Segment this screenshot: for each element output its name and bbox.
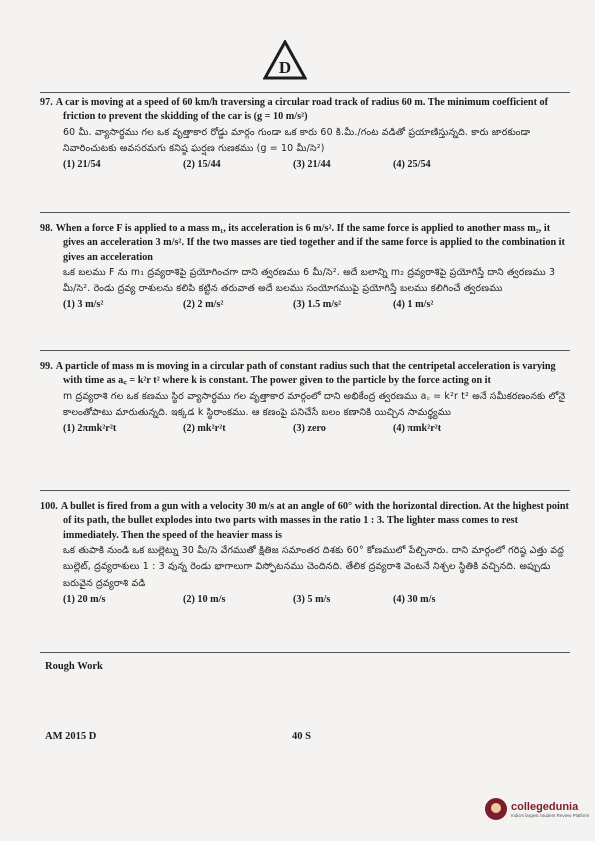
- question-text-te: 60 మీ. వ్యాసార్ధము గల ఒక వృత్తాకార రోడ్డు మార్గం గుండా ఒక కారు 60 కి.మీ./గంట వడితో ప్రయాణిస్తున్నది. కారు జారకుండా నివారించుటకు అవసరమగు కనిష్ఠ ఘర్షణ గుణకము (g = 10 మీ/సె²): [63, 126, 531, 155]
- option-3: (3) 21/44: [293, 158, 331, 170]
- option-3: (3) 1.5 m/s²: [293, 299, 342, 311]
- option-2: (2) 15/44: [183, 158, 221, 170]
- divider: [40, 652, 570, 653]
- question-text-en: When a force F is applied to a mass m₁, its acceleration is 6 m/s². If the same force is applied to another mass m₂, it gives an acceleration 3 m/s². If the two masses are tied together and if the same force is applied to the combination it gives an acceleration: [55, 223, 565, 263]
- question-text-en: A particle of mass m is moving in a circular path of constant radius such that the centripetal acceleration is varying with time as a꜀ = k²r t² where k is constant. The power given to the particle by the force acting on it: [55, 361, 556, 387]
- option-2: (2) 10 m/s: [183, 593, 226, 605]
- paper-code: AM 2015 D: [45, 731, 97, 742]
- divider: [40, 490, 570, 491]
- question-text-te: m ద్రవ్యరాశి గల ఒక కణము స్థిర వ్యాసార్ధము గల వృత్తాకార మార్గంలో దాని అభికేంద్ర త్వరణము a꜀ = k²r t² అనే సమీకరణంనకు లోనై కాలంతోపాటు మారుతున్నది. ఇక్కడ k స్థిరాంకము. ఆ కణంపై పనిచేసే బలం కణానికి యిచ్చిన సామర్థ్యము: [63, 390, 566, 419]
- question-text-en: A car is moving at a speed of 60 km/h traversing a circular road track of radius 60 m. The minimum coefficient of friction to prevent the skidding of the car is (g = 10 m/s²): [55, 97, 549, 123]
- option-2: (2) 2 m/s²: [183, 299, 224, 311]
- option-2: (2) mk²r²t: [183, 422, 226, 434]
- question-98: 98. When a force F is applied to a mass m₁, its acceleration is 6 m/s². If the same force is applied to another mass m₂, it gives an acceleration 3 m/s². If the two masses are tied together and if the same force is applied to the combination it gives an acceleration ఒక బలము F ను m₁ ద్రవ్యరాశిపై ప్రయోగించగా దాని త్వరణము 6 మీ/సె². అదే బలాన్ని m₂ ద్రవ్యరాశిపై ప్రయోగిస్తే దాని త్వరణము 3 మీ/సె². రెండు ద్రవ్య రాశులను కలిపి కట్టిన తరువాత అదే బలము సంయోగముపై ప్రయోగిస్తే బలము కలిగించే త్వరణము (1) 3 m/s² (2) 2 m/s² (3) 1.5 m/s² (4) 1 m/s²: [40, 222, 570, 312]
- option-4: (4) 1 m/s²: [393, 299, 434, 311]
- option-1: (1) 3 m/s²: [63, 299, 104, 311]
- option-3: (3) 5 m/s: [293, 593, 331, 605]
- divider: [40, 350, 570, 351]
- option-1: (1) 20 m/s: [63, 593, 106, 605]
- option-4: (4) πmk²r²t: [393, 422, 442, 434]
- brand-logo-icon: [485, 798, 507, 820]
- options: [40, 298, 570, 312]
- question-97: 97. A car is moving at a speed of 60 km/h traversing a circular road track of radius 60 m. The minimum coefficient of friction to prevent the skidding of the car is (g = 10 m/s²) 60 మీ. వ్యాసార్ధము గల ఒక వృత్తాకార రోడ్డు మార్గం గుండా ఒక కారు 60 కి.మీ./గంట వడితో ప్రయాణిస్తున్నది. కారు జారకుండా నివారించుటకు అవసరమగు కనిష్ఠ ఘర్షణ గుణకము (g = 10 మీ/సె²) (1) 21/54 (2) 15/44 (3) 21/44 (4) 25/54: [40, 96, 570, 172]
- brand-name: collegedunia: [511, 800, 579, 813]
- question-text-en: A bullet is fired from a gun with a velocity 30 m/s at an angle of 60° with the horizontal direction. At the highest point of its path, the bullet explodes into two parts with masses in the ratio 1 : 3. The lighter mass comes to rest immediately. Then the speed of the heavier mass is: [60, 501, 569, 541]
- options: [40, 422, 570, 436]
- option-1: (1) 2πmk²r²t: [63, 422, 117, 434]
- option-4: (4) 30 m/s: [393, 593, 436, 605]
- rough-work-heading: Rough Work: [45, 661, 103, 672]
- option-1: (1) 21/54: [63, 158, 101, 170]
- set-badge-triangle-icon: [263, 40, 307, 80]
- options: [40, 158, 570, 172]
- options: [40, 593, 570, 607]
- set-letter: D: [278, 58, 292, 77]
- divider: [40, 212, 570, 213]
- page-number: 40 S: [292, 731, 311, 742]
- question-text-te: ఒక బలము F ను m₁ ద్రవ్యరాశిపై ప్రయోగించగా దాని త్వరణము 6 మీ/సె². అదే బలాన్ని m₂ ద్రవ్యరాశిపై ప్రయోగిస్తే దాని త్వరణము 3 మీ/సె². రెండు ద్రవ్య రాశులను కలిపి కట్టిన తరువాత అదే బలము సంయోగముపై ప్రయోగిస్తే బలము కలిగించే త్వరణము: [63, 266, 556, 295]
- question-100: 100. A bullet is fired from a gun with a velocity 30 m/s at an angle of 60° with the horizontal direction. At the highest point of its path, the bullet explodes into two parts with masses in the ratio 1 : 3. The lighter mass comes to rest immediately. Then the speed of the heavier mass is ఒక తుపాకి నుండి ఒక బుల్లెట్ను 30 మీ/సె వేగముతో క్షితిజ సమాంతర దిశకు 60° కోణములో పేల్చినారు. దాని మార్గంలో గరిష్ఠ ఎత్తు వద్ద బుల్లెట్, ద్రవ్యరాశులు 1 : 3 వున్న రెండు భాగాలుగా విస్ఫోటనము చెందినది. తేలిక ద్రవ్యరాశి వెంటనే నిశ్చల స్థితికి వచ్చినది. అప్పుడు బరువైన ద్రవ్యరాశి వడి (1) 20 m/s (2) 10 m/s (3) 5 m/s (4) 30 m/s: [40, 500, 570, 607]
- question-99: 99. A particle of mass m is moving in a circular path of constant radius such that the centripetal acceleration is varying with time as a꜀ = k²r t² where k is constant. The power given to the particle by the force acting on it m ద్రవ్యరాశి గల ఒక కణము స్థిర వ్యాసార్ధము గల వృత్తాకార మార్గంలో దాని అభికేంద్ర త్వరణము a꜀ = k²r t² అనే సమీకరణంనకు లోనై కాలంతోపాటు మారుతున్నది. ఇక్కడ k స్థిరాంకము. ఆ కణంపై పనిచేసే బలం కణానికి యిచ్చిన సామర్థ్యము (1) 2πmk²r²t (2) mk²r²t (3) zero (4) πmk²r²t: [40, 360, 570, 436]
- option-4: (4) 25/54: [393, 158, 431, 170]
- brand-tagline: India's largest Student Review Platform: [511, 812, 590, 818]
- question-text-te: ఒక తుపాకి నుండి ఒక బుల్లెట్ను 30 మీ/సె వేగముతో క్షితిజ సమాంతర దిశకు 60° కోణములో పేల్చినారు. దాని మార్గంలో గరిష్ఠ ఎత్తు వద్ద బుల్లెట్, ద్రవ్యరాశులు 1 : 3 వున్న రెండు భాగాలుగా విస్ఫోటనము చెందినది. తేలిక ద్రవ్యరాశి వెంటనే నిశ్చల స్థితికి వచ్చినది. అప్పుడు బరువైన ద్రవ్యరాశి వడి: [63, 544, 565, 590]
- option-3: (3) zero: [293, 422, 326, 434]
- divider: [40, 92, 570, 93]
- brand-watermark: [485, 798, 589, 820]
